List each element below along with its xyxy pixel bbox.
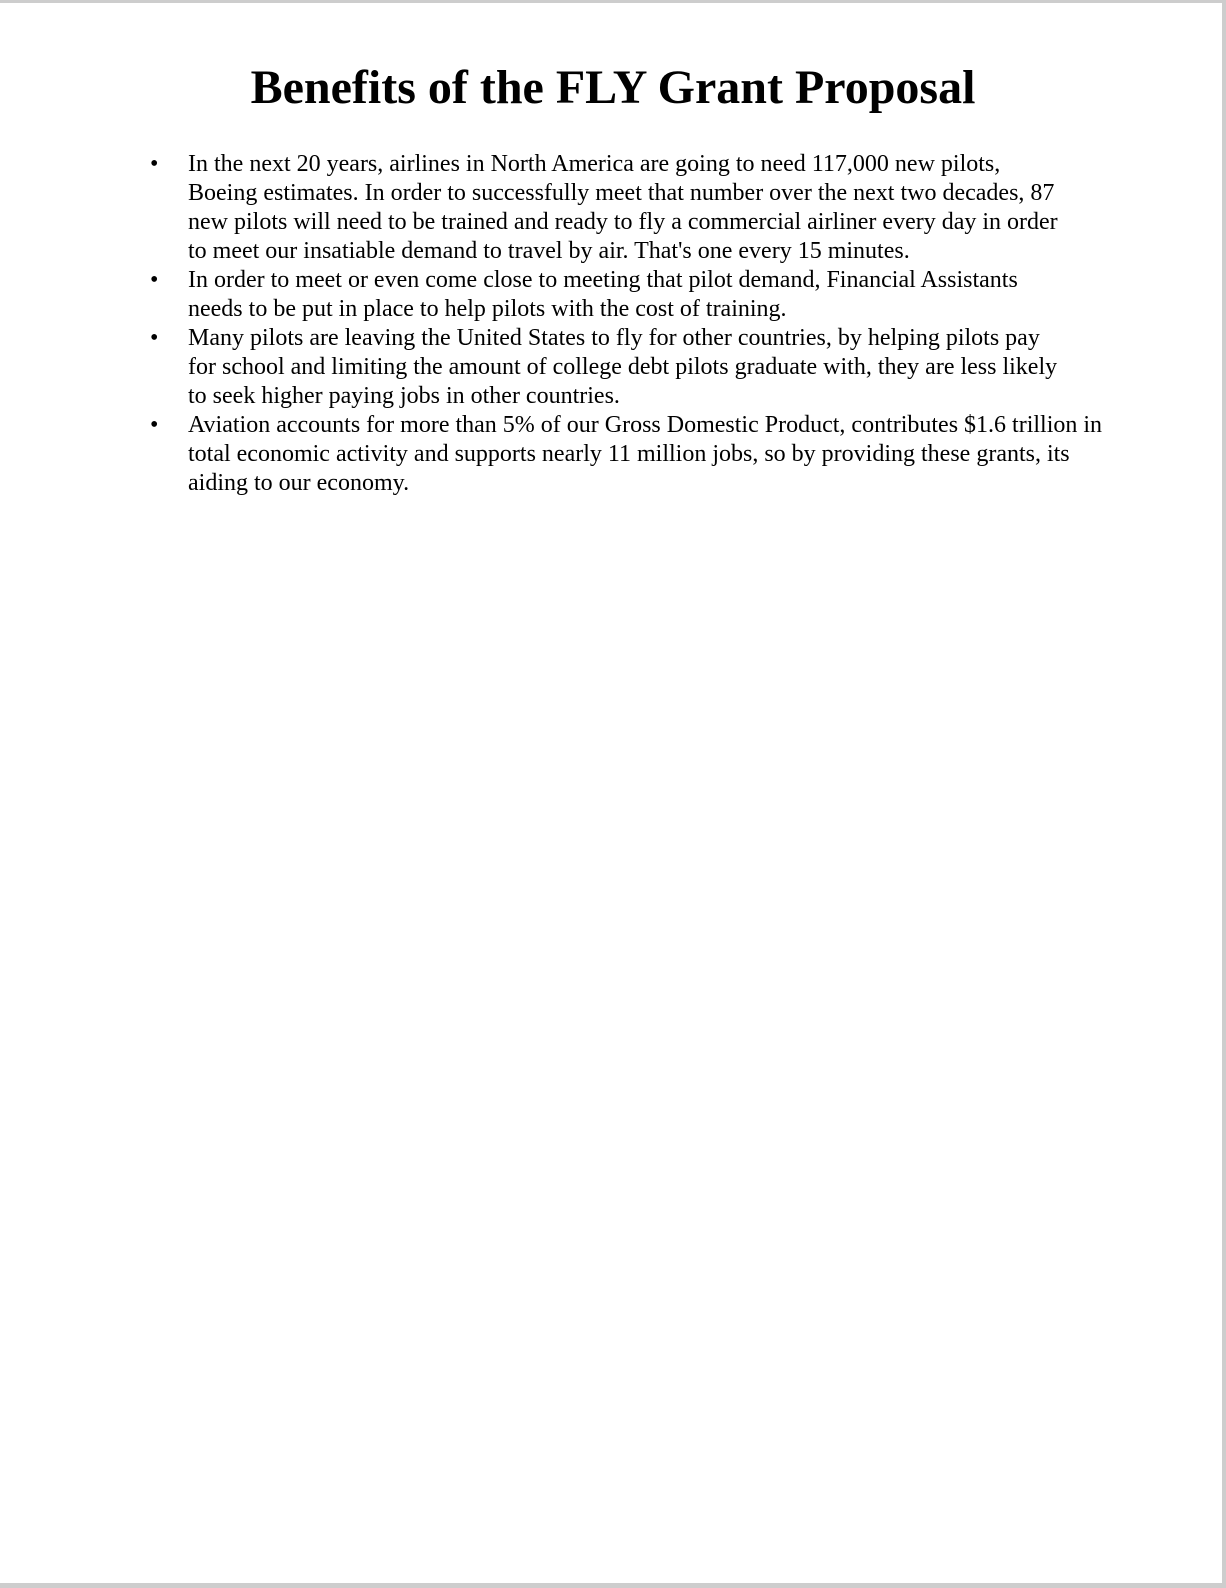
bullet-line: In the next 20 years, airlines in North America are going to need 117,000 new pilots, <box>188 151 1001 177</box>
bullet-line: aiding to our economy. <box>188 470 410 496</box>
bullet-icon: • <box>150 412 159 438</box>
bullet-icon: • <box>150 325 159 351</box>
bullet-line: to meet our insatiable demand to travel by air. That's one every 15 minutes. <box>188 238 910 264</box>
bullet-line: Aviation accounts for more than 5% of our Gross Domestic Product, contributes $1.6 trillion in <box>188 412 1103 438</box>
page-title: Benefits of the FLY Grant Proposal <box>250 61 976 114</box>
list-item <box>150 324 1136 411</box>
bullet-line: new pilots will need to be trained and ready to fly a commercial airliner every day in order <box>188 209 1058 235</box>
bullet-line: to seek higher paying jobs in other countries. <box>188 383 620 409</box>
page-edge-bottom <box>0 1583 1226 1588</box>
bullet-icon: • <box>150 267 159 293</box>
bullet-icon: • <box>150 151 159 177</box>
list-item <box>150 411 1136 498</box>
list-item <box>150 150 1136 266</box>
bullet-line: Boeing estimates. In order to successfully meet that number over the next two decades, 87 <box>188 180 1055 206</box>
bullet-list <box>150 150 1136 498</box>
bullet-line: total economic activity and supports nearly 11 million jobs, so by providing these grants, its <box>188 441 1070 467</box>
page-edge-right <box>1222 0 1226 1588</box>
list-item <box>150 266 1136 324</box>
bullet-line: Many pilots are leaving the United States to fly for other countries, by helping pilots pay <box>188 325 1040 351</box>
bullet-line: for school and limiting the amount of college debt pilots graduate with, they are less likely <box>188 354 1058 380</box>
bullet-line: In order to meet or even come close to meeting that pilot demand, Financial Assistants <box>188 267 1018 293</box>
page-edge-top <box>0 0 1226 3</box>
bullet-line: needs to be put in place to help pilots with the cost of training. <box>188 296 787 322</box>
